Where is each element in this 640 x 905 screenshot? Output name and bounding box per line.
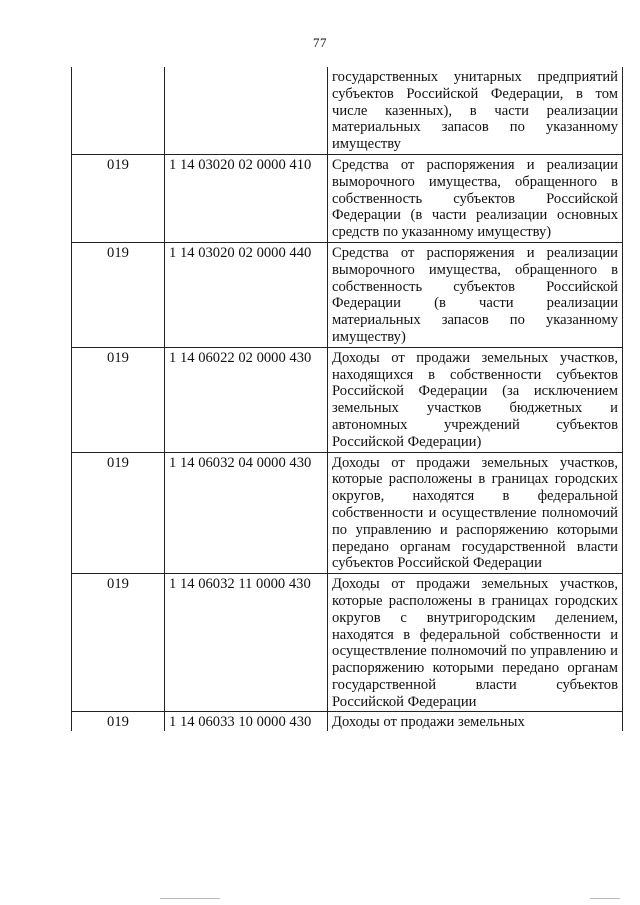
income-name-cell: Доходы от продажи земельных	[328, 712, 623, 731]
income-name-cell: Доходы от продажи земельных участков, которые расположены в границах городских округов с внутригородским делением, находятся в федеральной собственности и осуществление полномочий по управлению и распоряжению которыми передано органам государственной власти субъектов Российской Федерации	[328, 574, 623, 712]
admin-code-cell: 019	[72, 154, 165, 242]
budget-code-cell: 1 14 06033 10 0000 430	[165, 712, 328, 731]
table-row	[72, 452, 623, 574]
table-row	[72, 242, 623, 347]
admin-code-cell: 019	[72, 452, 165, 574]
budget-code-cell: 1 14 06032 11 0000 430	[165, 574, 328, 712]
table-row	[72, 712, 623, 731]
admin-code-cell: 019	[72, 347, 165, 452]
admin-code-cell: 019	[72, 242, 165, 347]
budget-code-cell: 1 14 06022 02 0000 430	[165, 347, 328, 452]
table-row	[72, 347, 623, 452]
table-row	[72, 154, 623, 242]
budget-code-cell: 1 14 03020 02 0000 410	[165, 154, 328, 242]
admin-code-cell	[72, 67, 165, 154]
revenue-codes-table	[71, 67, 623, 731]
budget-code-cell: 1 14 06032 04 0000 430	[165, 452, 328, 574]
income-name-cell: Доходы от продажи земельных участков, находящихся в собственности субъектов Российской Федерации (за исключением земельных участков бюджетных и автономных учреждений субъектов Российской Федерации)	[328, 347, 623, 452]
income-name-cell: государственных унитарных предприятий субъектов Российской Федерации, в том числе казенных), в части реализации материальных запасов по указанному имуществу	[328, 67, 623, 154]
budget-code-cell: 1 14 03020 02 0000 440	[165, 242, 328, 347]
income-name-cell: Доходы от продажи земельных участков, которые расположены в границах городских округов, находятся в федеральной собственности и осуществление полномочий по управлению и распоряжению которыми передано органам государственной власти субъектов Российской Федерации	[328, 452, 623, 574]
scan-artifact-line	[160, 898, 220, 899]
table-row	[72, 574, 623, 712]
table-row	[72, 67, 623, 154]
scan-artifact-line	[590, 898, 620, 899]
income-name-cell: Средства от распоряжения и реализации выморочного имущества, обращенного в собственность субъектов Российской Федерации (в части реализации основных средств по указанному имуществу)	[328, 154, 623, 242]
admin-code-cell: 019	[72, 574, 165, 712]
income-name-cell: Средства от распоряжения и реализации выморочного имущества, обращенного в собственность субъектов Российской Федерации (в части реализации материальных запасов по указанному имуществу)	[328, 242, 623, 347]
budget-code-cell	[165, 67, 328, 154]
admin-code-cell: 019	[72, 712, 165, 731]
page-number: 77	[313, 35, 327, 50]
